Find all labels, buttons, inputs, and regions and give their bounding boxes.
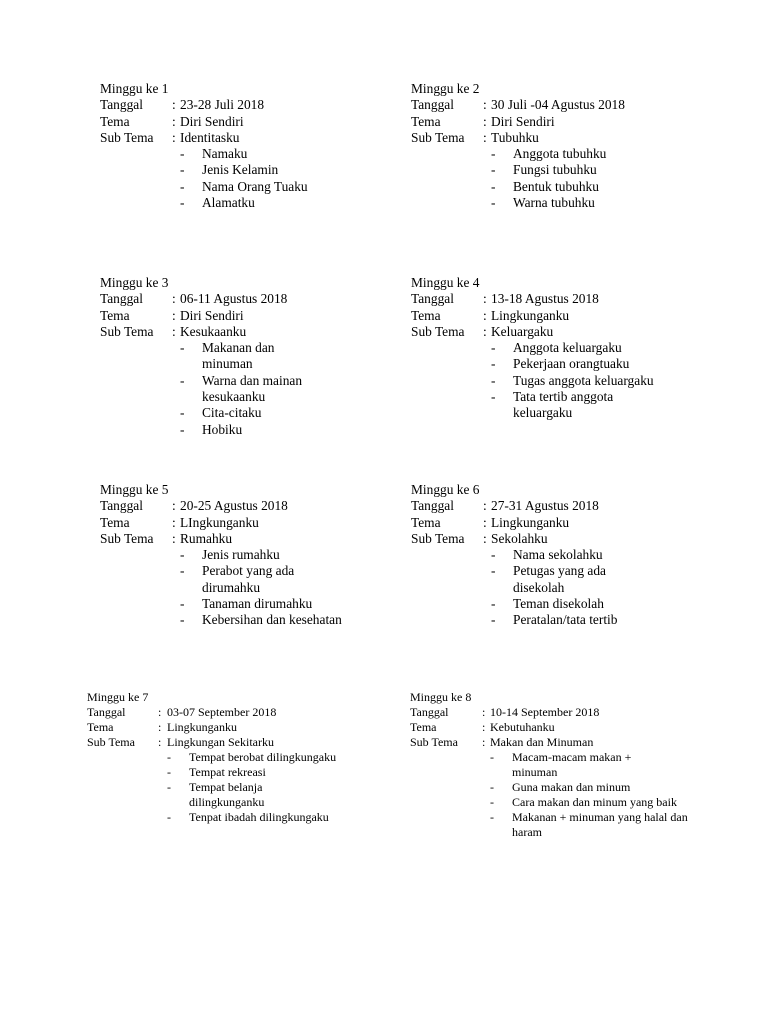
- tanggal-row: [411, 97, 731, 113]
- sub-tema-value: Rumahku: [180, 530, 233, 546]
- colon: :: [483, 129, 487, 145]
- list-item-text: Tempat belanja dilingkunganku: [189, 780, 265, 809]
- sub-tema-row: [410, 735, 730, 750]
- tanggal-row: [411, 498, 731, 514]
- dash-bullet: -: [490, 810, 494, 824]
- tema-row: [411, 515, 731, 531]
- list-item-text: Tugas anggota keluargaku: [513, 372, 654, 388]
- dash-bullet: -: [180, 372, 185, 388]
- list-item-text: Guna makan dan minum: [512, 780, 631, 794]
- colon: :: [483, 323, 487, 339]
- list-item-text: Makanan + minuman yang halal dan haram: [512, 810, 688, 839]
- list-item-text: Namaku: [202, 146, 248, 162]
- week-block-8: [410, 690, 730, 840]
- list-item: [100, 162, 400, 178]
- dash-bullet: -: [167, 780, 171, 794]
- tanggal-value: 30 Juli -04 Agustus 2018: [491, 97, 625, 113]
- list-item: [411, 596, 731, 612]
- sub-topic-list: [411, 340, 731, 421]
- tema-row: [87, 720, 387, 735]
- tema-label: Tema: [100, 113, 130, 129]
- tema-value: Diri Sendiri: [491, 113, 555, 129]
- colon: :: [483, 97, 487, 113]
- week-heading: Minggu ke 5: [100, 482, 169, 497]
- sub-topic-list: [100, 340, 400, 438]
- list-item-text: Cara makan dan minum yang baik: [512, 795, 677, 809]
- sub-topic-list: [100, 146, 400, 211]
- sub-topic-list: [410, 750, 730, 840]
- sub-tema-label: Sub Tema: [410, 735, 458, 749]
- dash-bullet: -: [490, 750, 494, 764]
- week-block-6: [411, 482, 731, 629]
- dash-bullet: -: [167, 750, 171, 764]
- dash-bullet: -: [167, 810, 171, 824]
- tema-value: Lingkunganku: [167, 720, 237, 734]
- list-item-text: Petugas yang ada disekolah: [513, 563, 606, 595]
- tema-value: Diri Sendiri: [180, 113, 244, 129]
- sub-tema-value: Identitasku: [180, 129, 240, 145]
- tanggal-label: Tanggal: [410, 705, 449, 719]
- list-item: [100, 596, 400, 612]
- colon: :: [158, 720, 162, 734]
- tema-value: Kebutuhanku: [490, 720, 555, 734]
- tema-label: Tema: [411, 113, 441, 129]
- list-item-text: Warna tubuhku: [513, 195, 595, 211]
- list-item-text: Alamatku: [202, 195, 255, 211]
- week-heading: Minggu ke 4: [411, 275, 480, 290]
- sub-tema-row: [87, 735, 387, 750]
- dash-bullet: -: [491, 178, 496, 194]
- sub-tema-label: Sub Tema: [411, 129, 465, 145]
- dash-bullet: -: [180, 563, 185, 579]
- tanggal-label: Tanggal: [411, 498, 454, 514]
- list-item-text: Tempat rekreasi: [189, 765, 266, 779]
- tema-value: Diri Sendiri: [180, 307, 244, 323]
- colon: :: [482, 705, 486, 719]
- week-heading: Minggu ke 1: [100, 81, 169, 96]
- tema-label: Tema: [410, 720, 437, 734]
- list-item: [100, 422, 400, 438]
- list-item-text: Anggota keluargaku: [513, 340, 622, 356]
- sub-tema-value: Tubuhku: [491, 129, 539, 145]
- dash-bullet: -: [491, 146, 496, 162]
- dash-bullet: -: [180, 178, 185, 194]
- week-block-2: [411, 81, 731, 211]
- sub-topic-list: [411, 547, 731, 628]
- list-item: [100, 547, 400, 563]
- sub-tema-label: Sub Tema: [411, 323, 465, 339]
- list-item-text: Cita-citaku: [202, 405, 262, 421]
- colon: :: [483, 291, 487, 307]
- list-item: [411, 162, 731, 178]
- list-item-text: Makanan dan minuman: [202, 340, 275, 372]
- list-item: [87, 810, 387, 825]
- list-item: [411, 612, 731, 628]
- list-item: [411, 195, 731, 211]
- tanggal-row: [87, 705, 387, 720]
- list-item: [411, 563, 731, 596]
- tema-label: Tema: [411, 307, 441, 323]
- colon: :: [483, 113, 487, 129]
- week-heading: Minggu ke 6: [411, 482, 480, 497]
- tanggal-label: Tanggal: [100, 97, 143, 113]
- tema-row: [100, 515, 400, 531]
- dash-bullet: -: [180, 146, 185, 162]
- sub-tema-label: Sub Tema: [100, 530, 154, 546]
- dash-bullet: -: [167, 765, 171, 779]
- dash-bullet: -: [491, 612, 496, 628]
- sub-tema-value: Kesukaanku: [180, 323, 247, 339]
- tanggal-row: [100, 498, 400, 514]
- list-item-text: Teman disekolah: [513, 596, 604, 612]
- tanggal-value: 23-28 Juli 2018: [180, 97, 265, 113]
- sub-tema-label: Sub Tema: [411, 530, 465, 546]
- list-item-text: Kebersihan dan kesehatan: [202, 612, 342, 628]
- list-item-text: Warna dan mainan kesukaanku: [202, 372, 303, 405]
- dash-bullet: -: [491, 389, 496, 405]
- colon: :: [158, 735, 162, 749]
- tanggal-value: 20-25 Agustus 2018: [180, 498, 288, 514]
- tema-row: [100, 308, 400, 324]
- list-item: [411, 146, 731, 162]
- tanggal-value: 13-18 Agustus 2018: [491, 291, 599, 307]
- sub-tema-value: Lingkungan Sekitarku: [167, 735, 274, 749]
- list-item-text: Bentuk tubuhku: [513, 178, 599, 194]
- colon: :: [172, 498, 176, 514]
- colon: :: [172, 129, 176, 145]
- colon: :: [482, 720, 486, 734]
- week-block-5: [100, 482, 400, 629]
- colon: :: [483, 307, 487, 323]
- list-item-text: Perabot yang ada dirumahku: [202, 563, 295, 595]
- dash-bullet: -: [491, 563, 496, 579]
- week-block-1: [100, 81, 400, 211]
- dash-bullet: -: [491, 596, 496, 612]
- dash-bullet: -: [180, 340, 185, 356]
- tema-row: [410, 720, 730, 735]
- sub-tema-value: Keluargaku: [491, 323, 554, 339]
- list-item-text: Peratalan/tata tertib: [513, 612, 618, 628]
- list-item: [410, 750, 730, 780]
- week-heading: Minggu ke 8: [410, 690, 472, 704]
- tanggal-value: 10-14 September 2018: [490, 705, 600, 719]
- list-item: [410, 795, 730, 810]
- sub-topic-list: [87, 750, 387, 825]
- colon: :: [172, 291, 176, 307]
- tanggal-value: 03-07 September 2018: [167, 705, 277, 719]
- week-block-7: [87, 690, 387, 825]
- tanggal-label: Tanggal: [411, 291, 454, 307]
- tema-row: [100, 114, 400, 130]
- tema-row: [411, 114, 731, 130]
- list-item-text: Tanaman dirumahku: [202, 596, 313, 612]
- tema-label: Tema: [411, 514, 441, 530]
- list-item: [411, 389, 731, 422]
- tema-value: Lingkunganku: [491, 307, 570, 323]
- tema-value: Lingkunganku: [491, 514, 570, 530]
- colon: :: [483, 514, 487, 530]
- list-item-text: Tempat berobat dilingkungaku: [189, 750, 337, 764]
- list-item: [100, 146, 400, 162]
- dash-bullet: -: [491, 547, 496, 563]
- sub-topic-list: [100, 547, 400, 628]
- list-item: [100, 373, 400, 406]
- list-item-text: Nama Orang Tuaku: [202, 178, 308, 194]
- list-item: [87, 765, 387, 780]
- list-item-text: Hobiku: [202, 421, 243, 437]
- colon: :: [483, 530, 487, 546]
- list-item-text: Nama sekolahku: [513, 547, 603, 563]
- tema-label: Tema: [100, 307, 130, 323]
- dash-bullet: -: [491, 356, 496, 372]
- tanggal-row: [100, 97, 400, 113]
- tanggal-row: [410, 705, 730, 720]
- list-item: [411, 340, 731, 356]
- list-item: [87, 780, 387, 810]
- week-block-3: [100, 275, 400, 438]
- sub-tema-row: [100, 130, 400, 146]
- list-item: [87, 750, 387, 765]
- list-item: [100, 195, 400, 211]
- colon: :: [483, 498, 487, 514]
- tanggal-row: [100, 291, 400, 307]
- list-item-text: Jenis rumahku: [202, 547, 280, 563]
- sub-tema-label: Sub Tema: [100, 323, 154, 339]
- dash-bullet: -: [180, 195, 185, 211]
- colon: :: [158, 705, 162, 719]
- list-item: [410, 780, 730, 795]
- week-heading: Minggu ke 2: [411, 81, 480, 96]
- dash-bullet: -: [180, 405, 185, 421]
- sub-tema-row: [100, 531, 400, 547]
- tanggal-label: Tanggal: [100, 291, 143, 307]
- list-item-text: Jenis Kelamin: [202, 162, 279, 178]
- list-item: [100, 612, 400, 628]
- list-item: [100, 563, 400, 596]
- list-item-text: Anggota tubuhku: [513, 146, 607, 162]
- list-item-text: Macam-macam makan + minuman: [512, 750, 632, 779]
- sub-tema-label: Sub Tema: [87, 735, 135, 749]
- list-item-text: Pekerjaan orangtuaku: [513, 356, 630, 372]
- colon: :: [482, 735, 486, 749]
- tanggal-label: Tanggal: [100, 498, 143, 514]
- list-item-text: Tata tertib anggota keluargaku: [513, 389, 614, 421]
- list-item: [410, 810, 730, 840]
- list-item: [100, 340, 400, 373]
- colon: :: [172, 514, 176, 530]
- sub-tema-label: Sub Tema: [100, 129, 154, 145]
- sub-tema-value: Makan dan Minuman: [490, 735, 594, 749]
- colon: :: [172, 97, 176, 113]
- dash-bullet: -: [180, 596, 185, 612]
- week-heading: Minggu ke 3: [100, 275, 169, 290]
- tema-label: Tema: [100, 514, 130, 530]
- list-item: [100, 179, 400, 195]
- week-block-4: [411, 275, 731, 422]
- tema-value: LIngkunganku: [180, 514, 259, 530]
- list-item: [411, 373, 731, 389]
- sub-tema-value: Sekolahku: [491, 530, 548, 546]
- list-item-text: Fungsi tubuhku: [513, 162, 597, 178]
- tanggal-row: [411, 291, 731, 307]
- colon: :: [172, 530, 176, 546]
- dash-bullet: -: [180, 612, 185, 628]
- dash-bullet: -: [490, 795, 494, 809]
- colon: :: [172, 113, 176, 129]
- dash-bullet: -: [491, 372, 496, 388]
- week-heading: Minggu ke 7: [87, 690, 149, 704]
- list-item: [411, 547, 731, 563]
- sub-topic-list: [411, 146, 731, 211]
- list-item-text: Tenpat ibadah dilingkungaku: [189, 810, 329, 824]
- sub-tema-row: [100, 324, 400, 340]
- tema-label: Tema: [87, 720, 114, 734]
- colon: :: [172, 323, 176, 339]
- dash-bullet: -: [180, 421, 185, 437]
- dash-bullet: -: [491, 340, 496, 356]
- dash-bullet: -: [491, 162, 496, 178]
- tanggal-label: Tanggal: [87, 705, 126, 719]
- list-item: [411, 356, 731, 372]
- dash-bullet: -: [490, 780, 494, 794]
- dash-bullet: -: [491, 195, 496, 211]
- dash-bullet: -: [180, 162, 185, 178]
- dash-bullet: -: [180, 547, 185, 563]
- colon: :: [172, 307, 176, 323]
- sub-tema-row: [411, 324, 731, 340]
- list-item: [411, 179, 731, 195]
- tanggal-value: 27-31 Agustus 2018: [491, 498, 599, 514]
- sub-tema-row: [411, 531, 731, 547]
- tema-row: [411, 308, 731, 324]
- sub-tema-row: [411, 130, 731, 146]
- tanggal-value: 06-11 Agustus 2018: [180, 291, 288, 307]
- tanggal-label: Tanggal: [411, 97, 454, 113]
- list-item: [100, 405, 400, 421]
